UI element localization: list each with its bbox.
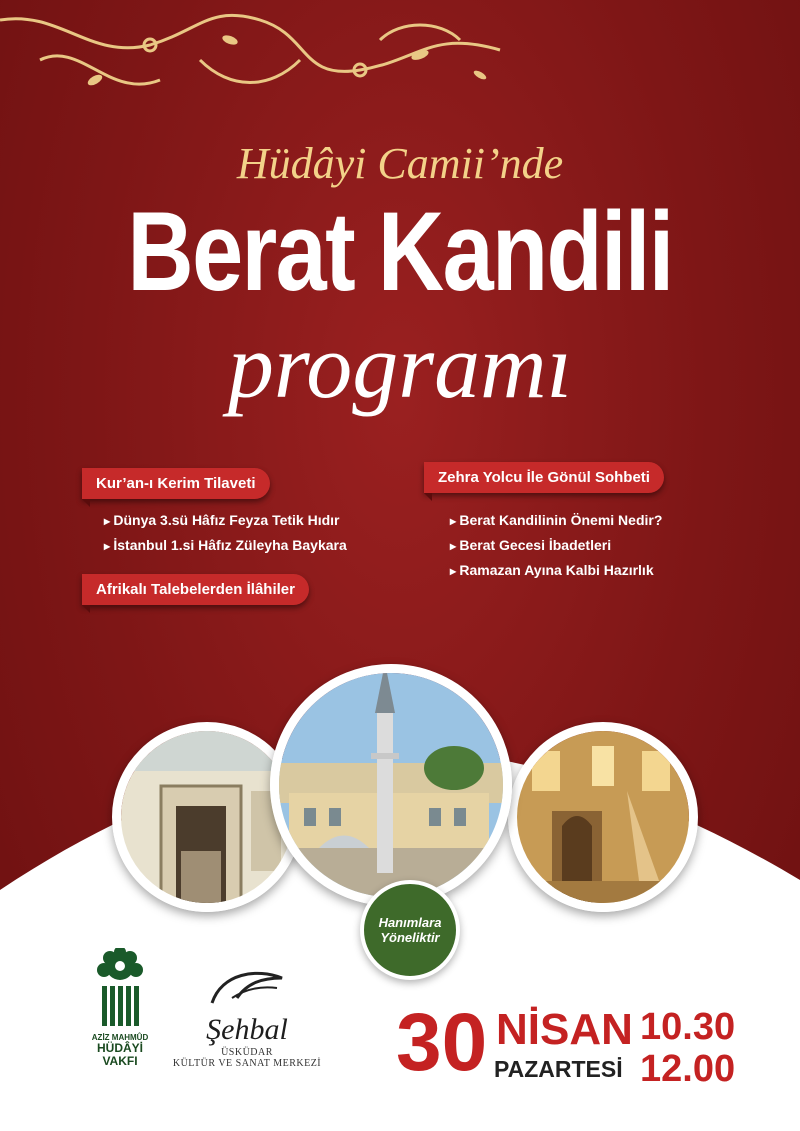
event-day: 30 [396,997,488,1088]
sehbal-location: ÜSKÜDAR [221,1047,273,1058]
ribbon-african-students-hymns: Afrikalı Talebelerden İlâhiler [82,574,309,605]
quran-reciters-list [104,512,347,562]
list-item: ▸ Ramazan Ayına Kalbi Hazırlık [450,562,662,578]
photo-hudayi-mosque [270,664,512,906]
event-end-time: 12.00 [640,1048,736,1090]
mosque-interior-icon [517,731,689,903]
vakif-name-line2: VAKFI [102,1054,138,1069]
ribbon-quran-recitation: Kur’an-ı Kerim Tilaveti [82,468,270,499]
sehbal-name: Şehbal [206,1013,288,1046]
badge-line-1: Hanımlara [378,915,442,930]
talk-topics-list [450,512,662,587]
event-month: NİSAN [496,1005,633,1054]
list-item: ▸ Dünya 3.sü Hâfız Feyza Tetik Hıdır [104,512,347,528]
gold-ornament-icon [0,0,520,120]
sehbal-logo [152,968,342,1069]
badge-line-2: Yöneliktir [380,930,440,945]
photo-mosque-interior [508,722,698,912]
flower-column-logo-icon [90,948,150,1028]
header-subtitle: Hüdâyi Camii’nde [236,139,564,188]
vakif-small-text: AZİZ MAHMÛD [91,1033,149,1042]
list-item: ▸ Berat Gecesi İbadetleri [450,537,662,553]
ribbon-zehra-yolcu-talk: Zehra Yolcu İle Gönül Sohbeti [424,462,664,493]
event-title: Berat Kandili [127,189,673,314]
vakif-name-line1: HÜDÂYİ [96,1041,143,1055]
event-weekday: PAZARTESİ [494,1056,623,1082]
women-only-badge [360,880,460,980]
feather-logo-icon [202,968,292,1008]
mosque-exterior-icon [279,673,503,897]
sehbal-description: KÜLTÜR VE SANAT MERKEZİ [172,1058,322,1069]
event-start-time: 10.30 [640,1006,736,1048]
mosque-entrance-icon [121,731,293,903]
program-script-title: programı [227,315,573,417]
list-item: ▸ Berat Kandilinin Önemi Nedir? [450,512,662,528]
list-item: ▸ İstanbul 1.si Hâfız Züleyha Baykara [104,537,347,553]
